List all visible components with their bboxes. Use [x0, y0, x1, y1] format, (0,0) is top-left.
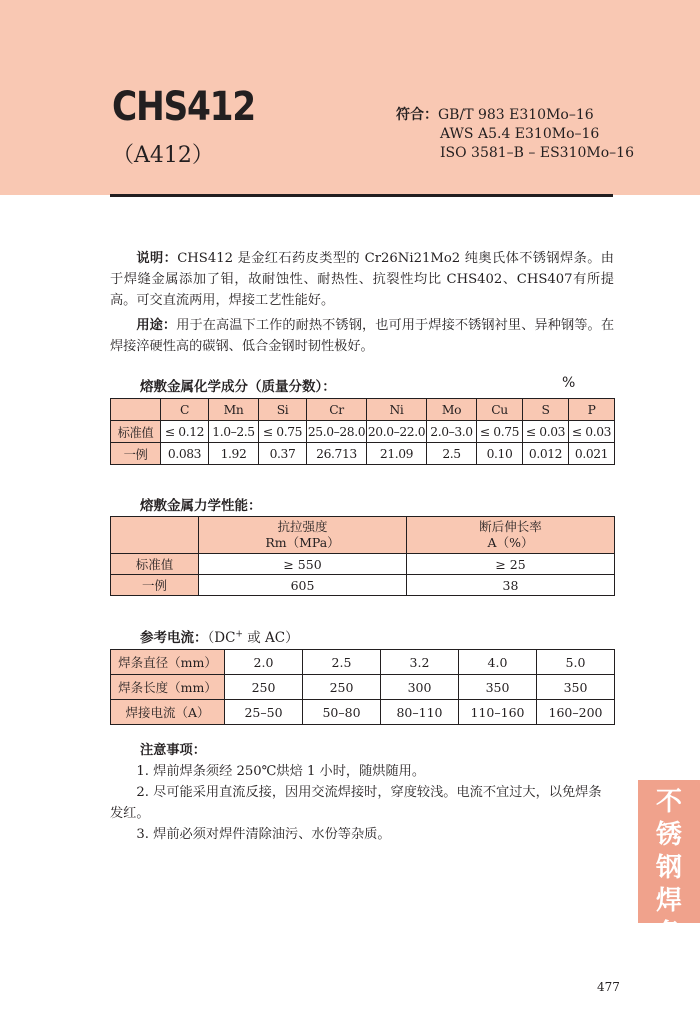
header-rule	[110, 194, 613, 197]
standard-line-1	[396, 106, 634, 125]
table-row	[111, 421, 615, 443]
side-tab-char: 不	[655, 787, 682, 817]
standard-iso: ISO 3581–B – ES310Mo–16	[440, 145, 634, 161]
table-cell: 0.012	[523, 443, 569, 465]
product-title: CHS412	[112, 84, 255, 130]
chemical-header-row	[111, 399, 615, 421]
table-cell: ≤ 0.75	[259, 421, 307, 443]
table-cell: 25–50	[225, 700, 303, 725]
elongation-label: 断后伸长率	[479, 519, 542, 534]
table-cell: 300	[381, 675, 459, 700]
table-row	[111, 554, 615, 575]
side-tab-char: 焊	[655, 886, 682, 916]
table-cell: 0.083	[161, 443, 209, 465]
table-cell: 20.0–22.0	[367, 421, 427, 443]
standard-gb: GB/T 983 E310Mo–16	[438, 107, 594, 123]
row-label: 焊条直径（mm）	[111, 650, 225, 675]
chemical-title: 熔敷金属化学成分（质量分数）：	[140, 379, 336, 395]
table-cell: ≥ 550	[199, 554, 407, 575]
page-number: 477	[597, 980, 620, 994]
table-cell: 38	[407, 575, 615, 596]
side-tab-char: 条	[655, 919, 682, 949]
table-row	[111, 700, 615, 725]
table-cell: 160–200	[537, 700, 615, 725]
table-cell: 0.021	[569, 443, 615, 465]
table-cell: ≥ 25	[407, 554, 615, 575]
current-title: 参考电流：	[140, 630, 208, 646]
table-cell: 1.0–2.5	[209, 421, 259, 443]
section-side-tab	[638, 780, 700, 949]
table-header-cell: C	[161, 399, 209, 421]
table-cell: 25.0–28.0	[307, 421, 367, 443]
table-header-cell	[111, 399, 161, 421]
table-cell: 250	[225, 675, 303, 700]
tensile-strength-label: 抗拉强度	[277, 519, 328, 534]
current-type-sup: +	[235, 629, 243, 640]
current-table	[110, 649, 615, 725]
table-header-cell: Mo	[427, 399, 477, 421]
table-cell: 110–160	[459, 700, 537, 725]
current-title-block	[140, 626, 299, 646]
table-cell: 2.5	[427, 443, 477, 465]
table-cell: ≤ 0.03	[569, 421, 615, 443]
table-header-cell: Ni	[367, 399, 427, 421]
notes-title: 注意事项：	[140, 743, 206, 758]
row-label: 一例	[111, 443, 161, 465]
side-tab-char: 钢	[655, 853, 682, 883]
row-label: 一例	[111, 575, 199, 596]
standards-label: 符合：	[396, 107, 438, 123]
table-cell: 2.5	[303, 650, 381, 675]
table-cell: 4.0	[459, 650, 537, 675]
usage-label: 用途：	[136, 318, 177, 333]
table-cell: 2.0–3.0	[427, 421, 477, 443]
table-cell: 2.0	[225, 650, 303, 675]
notes-section	[110, 740, 614, 845]
chemical-table	[110, 398, 615, 465]
table-cell: 1.92	[209, 443, 259, 465]
table-cell: 21.09	[367, 443, 427, 465]
mechanical-title: 熔敷金属力学性能：	[140, 498, 262, 514]
note-item: 3. 焊前必须对焊件清除油污、水份等杂质。	[136, 827, 391, 842]
table-cell: 250	[303, 675, 381, 700]
table-cell: 5.0	[537, 650, 615, 675]
table-row	[111, 443, 615, 465]
table-row	[111, 650, 615, 675]
table-header-cell: Mn	[209, 399, 259, 421]
mechanical-header-row	[111, 517, 615, 554]
elongation-header	[407, 517, 615, 554]
table-cell: 350	[537, 675, 615, 700]
header-band	[0, 0, 700, 195]
row-label: 标准值	[111, 421, 161, 443]
table-cell: 350	[459, 675, 537, 700]
current-type	[208, 630, 299, 646]
table-cell: 605	[199, 575, 407, 596]
table-row	[111, 675, 615, 700]
tensile-strength-header	[199, 517, 407, 554]
mechanical-table	[110, 516, 615, 596]
current-type-suffix: 或 AC）	[242, 630, 299, 646]
standards-block	[396, 106, 634, 163]
table-row	[111, 575, 615, 596]
table-cell: 3.2	[381, 650, 459, 675]
description-label: 说明：	[136, 251, 178, 266]
row-label: 标准值	[111, 554, 199, 575]
table-cell: ≤ 0.75	[477, 421, 523, 443]
table-cell: ≤ 0.03	[523, 421, 569, 443]
table-cell: 80–110	[381, 700, 459, 725]
table-header-cell	[111, 517, 199, 554]
side-tab-label	[638, 786, 700, 951]
table-cell: 0.37	[259, 443, 307, 465]
table-cell: ≤ 0.12	[161, 421, 209, 443]
elongation-unit: A（%）	[487, 535, 534, 550]
product-alias: （A412）	[112, 143, 214, 168]
row-label: 焊条长度（mm）	[111, 675, 225, 700]
tensile-strength-unit: Rm（MPa）	[265, 535, 340, 550]
table-cell: 0.10	[477, 443, 523, 465]
table-header-cell: Cu	[477, 399, 523, 421]
table-header-cell: S	[523, 399, 569, 421]
row-label: 焊接电流（A）	[111, 700, 225, 725]
side-tab-char: 锈	[655, 820, 682, 850]
table-cell: 26.713	[307, 443, 367, 465]
table-cell: 50–80	[303, 700, 381, 725]
usage-paragraph	[110, 315, 614, 357]
standard-aws: AWS A5.4 E310Mo–16	[440, 126, 600, 142]
table-header-cell: Cr	[307, 399, 367, 421]
description-text: CHS412 是金红石药皮类型的 Cr26Ni21Mo2 纯奥氏体不锈钢焊条。由于焊缝金属添加了钼，故耐蚀性、耐热性、抗裂性均比 CHS402、CHS407有所提高。可交直流两用，焊接工艺性能好。	[110, 251, 614, 308]
note-item: 1. 焊前焊条须经 250℃烘焙 1 小时，随烘随用。	[136, 764, 426, 779]
table-header-cell: Si	[259, 399, 307, 421]
note-item: 2. 尽可能采用直流反接，因用交流焊接时，穿度较浅。电流不宜过大，以免焊条发红。	[110, 785, 602, 821]
current-type-prefix: （DC	[207, 630, 236, 646]
description-paragraph	[110, 248, 614, 311]
usage-text: 用于在高温下工作的耐热不锈钢，也可用于焊接不锈钢衬里、异种钢等。在焊接淬硬性高的碳钢、低合金钢时韧性极好。	[110, 318, 615, 354]
table-header-cell: P	[569, 399, 615, 421]
chemical-unit: %	[562, 375, 576, 391]
